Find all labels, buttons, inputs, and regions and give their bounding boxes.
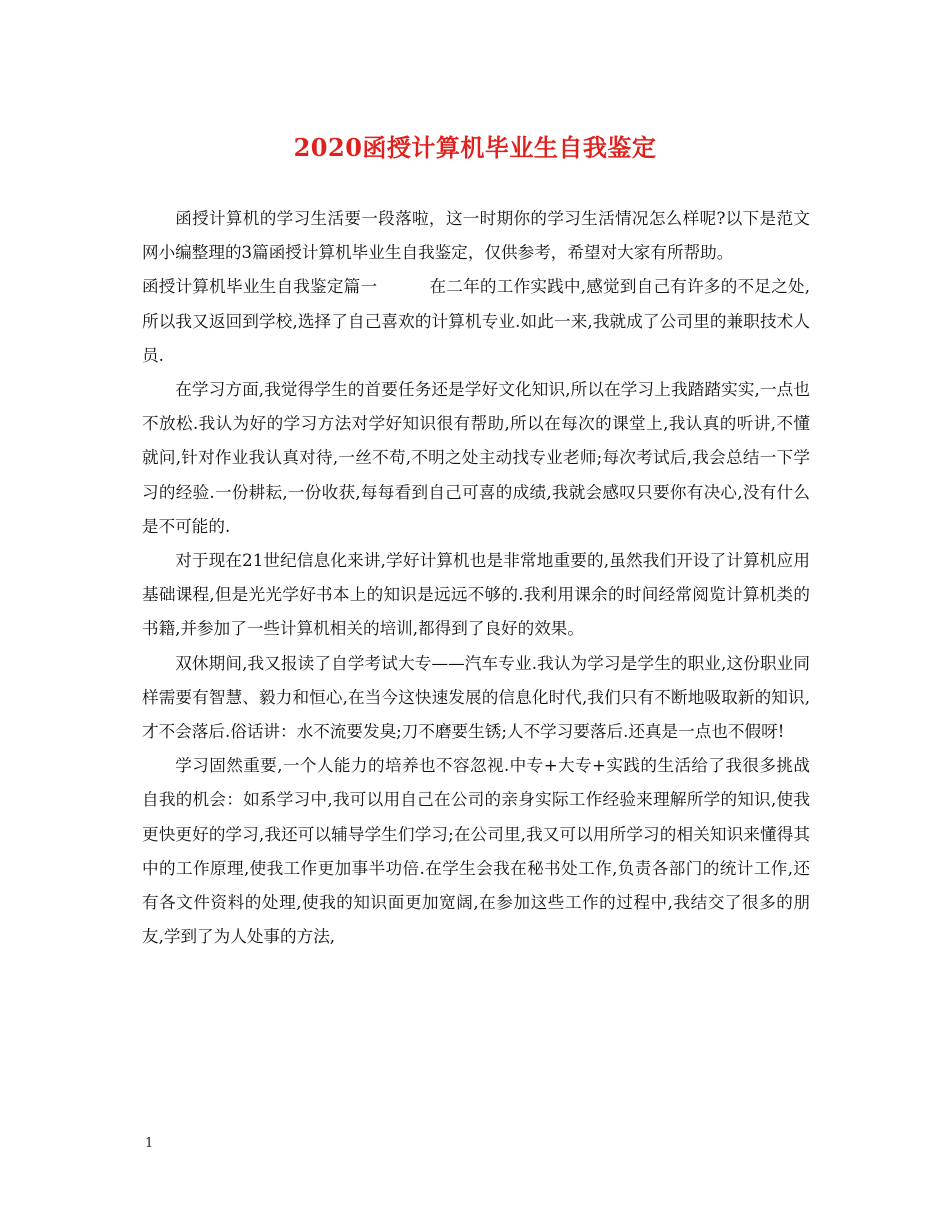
- section-first-paragraph: [142, 270, 810, 373]
- section-heading: 函授计算机毕业生自我鉴定篇一: [142, 277, 378, 297]
- intro-paragraph: 函授计算机的学习生活要一段落啦，这一时期你的学习生活情况怎么样呢?以下是范文网小编整理的3篇函授计算机毕业生自我鉴定，仅供参考，希望对大家有所帮助。: [142, 209, 810, 263]
- page-number: 1: [145, 1136, 154, 1151]
- section-first-text: 在二年的工作实践中,感觉到自己有许多的不足之处,所以我又返回到学校,选择了自己喜欢的计算机专业.如此一来,我就成了公司里的兼职技术人员.: [142, 277, 810, 365]
- body-paragraph: 双休期间,我又报读了自学考试大专——汽车专业.我认为学习是学生的职业,这份职业同样需要有智慧、毅力和恒心,在当今这快速发展的信息化时代,我们只有不断地吸取新的知识,才不会落后.俗话讲：水不流要发臭;刀不磨要生锈;人不学习要落后.还真是一点也不假呀!: [142, 653, 810, 742]
- body-paragraph: 对于现在21世纪信息化来讲,学好计算机也是非常地重要的,虽然我们开设了计算机应用基础课程,但是光光学好书本上的知识是远远不够的.我利用课余的时间经常阅览计算机类的书籍,并参加了一些计算机相关的培训,都得到了良好的效果。: [142, 551, 810, 639]
- body-paragraph: 在学习方面,我觉得学生的首要任务还是学好文化知识,所以在学习上我踏踏实实,一点也不放松.我认为好的学习方法对学好知识很有帮助,所以在每次的课堂上,我认真的听讲,不懂就问,针对作业我认真对待,一丝不苟,不明之处主动找专业老师;每次考试后,我会总结一下学习的经验.一份耕耘,一份收获,每每看到自己可喜的成绩,我就会感叹只要你有决心,没有什么是不可能的.: [142, 380, 810, 536]
- document-title: 2020函授计算机毕业生自我鉴定: [293, 133, 657, 162]
- body-paragraph: 学习固然重要,一个人能力的培养也不容忽视.中专+大专+实践的生活给了我很多挑战自我的机会：如系学习中,我可以用自己在公司的亲身实际工作经验来理解所学的知识,使我更快更好的学习,我还可以辅导学生们学习;在公司里,我又可以用所学习的相关知识来懂得其中的工作原理,使我工作更加事半功倍.在学生会我在秘书处工作,负责各部门的统计工作,还有各文件资料的处理,使我的知识面更加宽阔,在参加这些工作的过程中,我结交了很多的朋友,学到了为人处事的方法,: [142, 756, 810, 947]
- document-body: [142, 202, 810, 954]
